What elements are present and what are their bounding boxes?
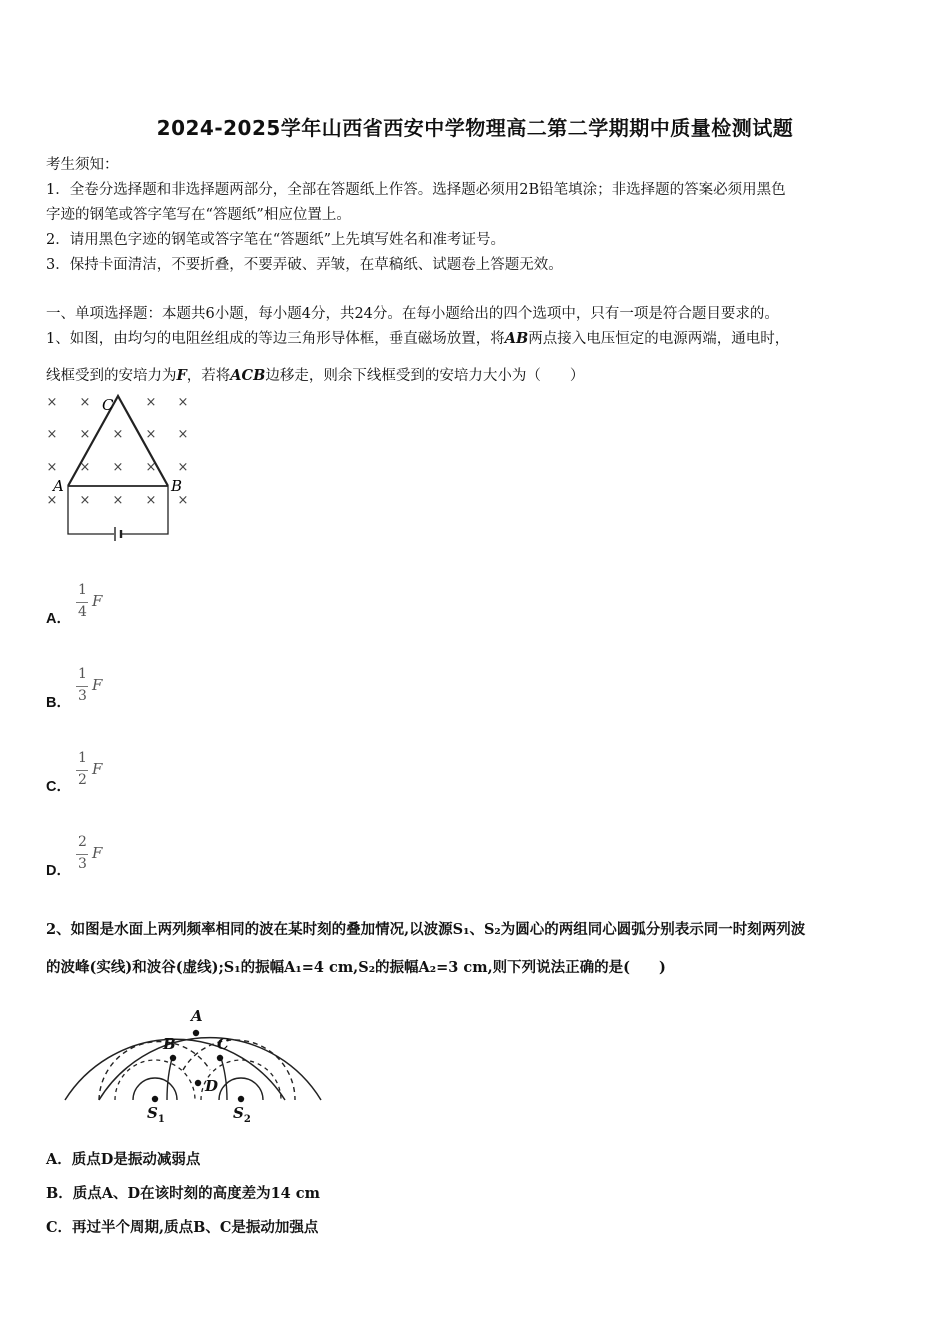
label-a: A <box>191 1007 203 1025</box>
label-c: C <box>102 396 114 414</box>
wire-left <box>68 486 114 534</box>
field-cross-mark: × <box>79 493 91 508</box>
notice-item: 3．保持卡面清洁，不要折叠，不要弄破、弄皱，在草稿纸、试题卷上答题无效。 <box>46 257 563 273</box>
q2-option-a[interactable]: A．质点D是振动减弱点 <box>46 1151 201 1168</box>
label-d: D <box>205 1077 219 1095</box>
field-cross-mark: × <box>145 395 157 410</box>
question-2-stem-line-2: 的波峰(实线)和波谷(虚线);S₁的振幅A₁=4 cm,S₂的振幅A₂=3 cm,则下列说法正确的是( ) <box>46 959 666 976</box>
triangle-circuit-figure <box>40 388 200 548</box>
field-cross-mark: × <box>79 427 91 442</box>
s1-trough-inner <box>115 1060 195 1100</box>
section-heading: 一、单项选择题：本题共6小题，每小题4分，共24分。在每小题给出的四个选项中，只有一项是符合题目要求的。 <box>46 306 779 322</box>
source-s2 <box>238 1096 244 1102</box>
option-d-value: 2 3 F <box>78 834 103 872</box>
option-b-label[interactable]: B． <box>46 695 71 711</box>
field-cross-mark: × <box>112 427 124 442</box>
source-s1 <box>152 1096 158 1102</box>
notice-item: 1．全卷分选择题和非选择题两部分，全部在答题纸上作答。选择题必须用2B铅笔填涂；非选择题的答案必须用黑色 <box>46 182 786 198</box>
option-b-value: 1 3 F <box>78 666 103 704</box>
field-cross-mark: × <box>177 395 189 410</box>
label-c: C <box>217 1035 229 1053</box>
label-s1: $S_1$ <box>147 1104 165 1125</box>
point-c <box>217 1055 223 1061</box>
field-cross-mark: × <box>112 493 124 508</box>
field-cross-mark: × <box>112 460 124 475</box>
field-cross-mark: × <box>145 460 157 475</box>
label-s2: $S_2$ <box>233 1104 251 1125</box>
option-a-value: 1 4 F <box>78 582 103 620</box>
q2-option-c[interactable]: C．再过半个周期,质点B、C是振动加强点 <box>46 1219 319 1236</box>
field-cross-mark: × <box>177 427 189 442</box>
field-cross-mark: × <box>46 460 58 475</box>
label-b: B <box>171 477 183 495</box>
option-d-label[interactable]: D． <box>46 863 71 879</box>
crest-mid-right <box>220 1055 227 1100</box>
field-cross-mark: × <box>46 493 58 508</box>
field-cross-mark: × <box>145 427 157 442</box>
option-c-label[interactable]: C． <box>46 779 71 795</box>
field-cross-mark: × <box>79 395 91 410</box>
field-cross-mark: × <box>46 427 58 442</box>
wave-interference-figure <box>55 995 335 1130</box>
option-c-value: 1 2 F <box>78 750 103 788</box>
point-b <box>170 1055 176 1061</box>
q2-option-b[interactable]: B．质点A、D在该时刻的高度差为14 cm <box>46 1185 320 1202</box>
question-1-stem-line-1: 1、如图，由均匀的电阻丝组成的等边三角形导体框，垂直磁场放置，将AB两点接入电压恒定的电源两端，通电时， <box>46 330 790 347</box>
point-d <box>195 1080 201 1086</box>
question-1-stem-line-2: 线框受到的安培力为F，若将ACB边移走，则余下线框受到的安培力大小为（ ） <box>46 367 585 384</box>
option-a-label[interactable]: A． <box>46 611 71 627</box>
notice-item: 字迹的钢笔或答字笔写在“答题纸”相应位置上。 <box>46 207 351 223</box>
label-b: B <box>163 1035 176 1053</box>
notice-heading: 考生须知： <box>46 157 119 173</box>
label-a: A <box>53 477 64 495</box>
field-cross-mark: × <box>145 493 157 508</box>
question-2-stem-line-1: 2、如图是水面上两列频率相同的波在某时刻的叠加情况,以波源S₁、S₂为圆心的两组同心圆弧分别表示同一时刻两列波 <box>46 921 806 938</box>
point-a <box>193 1030 199 1036</box>
field-cross-mark: × <box>177 493 189 508</box>
page-title: 2024-2025学年山西省西安中学物理高二第二学期期中质量检测试题 <box>156 116 794 140</box>
field-cross-mark: × <box>79 460 91 475</box>
field-cross-mark: × <box>177 460 189 475</box>
field-cross-mark: × <box>46 395 58 410</box>
notice-item: 2．请用黑色字迹的钢笔或答字笔在“答题纸”上先填写姓名和准考证号。 <box>46 232 506 248</box>
